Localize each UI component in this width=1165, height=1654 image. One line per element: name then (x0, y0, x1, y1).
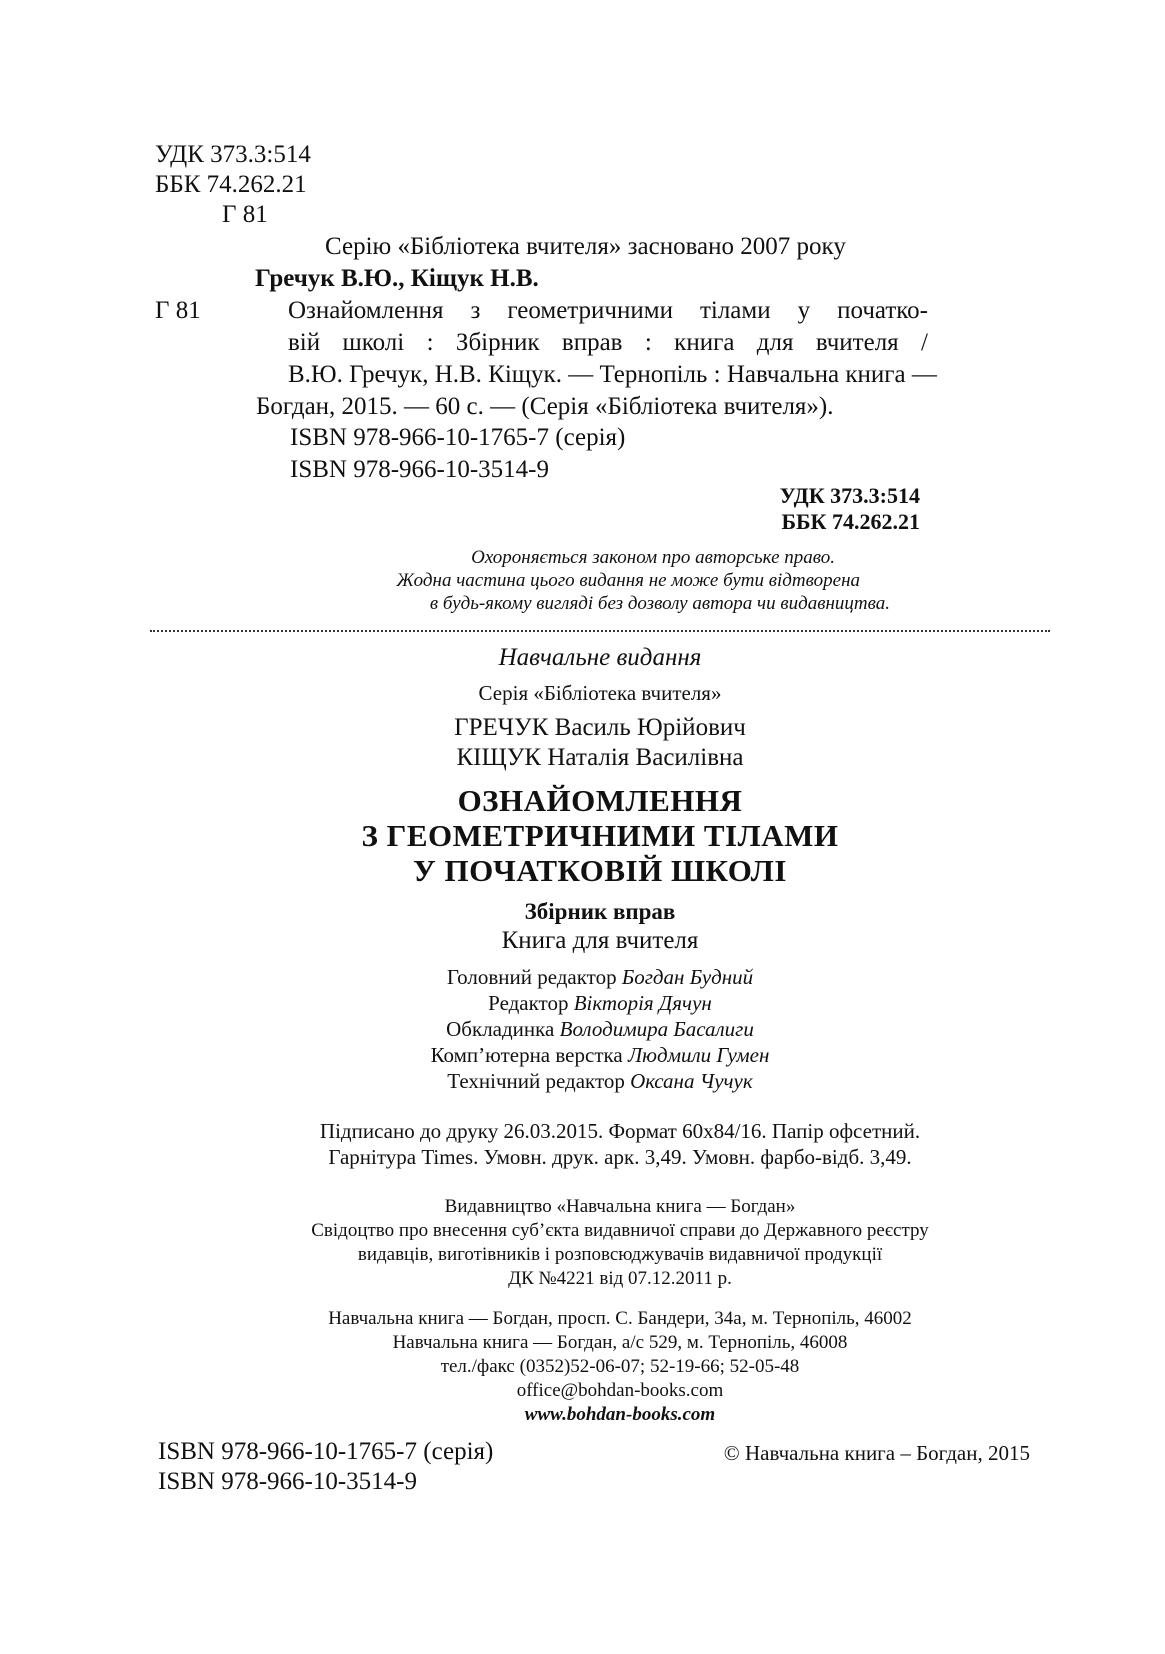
staff-role: Головний редактор (446, 965, 617, 989)
staff-name: Вікторія Дячун (573, 991, 712, 1015)
staff-role: Технічний редактор (447, 1069, 625, 1093)
print-info-line: Підписано до друку 26.03.2015. Формат 60х84/16. Папір офсетний. (319, 1119, 921, 1143)
bibliographic-description (256, 295, 937, 423)
staff-entry (150, 1068, 1050, 1094)
book-type: Книга для вчителя (501, 927, 699, 954)
staff-name: Людмили Гумен (627, 1043, 770, 1067)
book-title-line: ОЗНАЙОМЛЕННЯ (457, 783, 743, 818)
staff-entry (150, 964, 1050, 990)
description-line: Ознайомлення з геометричними тілами у початко- (288, 297, 928, 324)
footer-isbn: ISBN 978-966-10-3514-9 (158, 1468, 418, 1495)
annotation-code: Г 81 (155, 297, 201, 324)
description-line: В.Ю. Гречук, Н.В. Кіщук. — Тернопіль : Навчальна книга — (288, 361, 937, 388)
website: www.bohdan-books.com (524, 1404, 716, 1425)
book-title-line: З ГЕОМЕТРИЧНИМИ ТІЛАМИ (361, 818, 839, 853)
staff-name: Володимира Басалиги (559, 1017, 754, 1041)
staff-list (150, 964, 1050, 1094)
footer-isbn-series: ISBN 978-966-10-1765-7 (серія) (158, 1438, 494, 1465)
copyright-notice (150, 546, 890, 615)
series-name: Серія «Бібліотека вчителя» (478, 681, 722, 705)
copyright-line: © Навчальна книга – Богдан, 2015 (723, 1441, 1030, 1465)
notice-line: Жодна частина цього видання не може бути відтворена (396, 570, 860, 591)
udk-code: УДК 373.3:514 (155, 141, 311, 168)
udk-right: УДК 373.3:514 (779, 483, 920, 508)
description-line: вій школі : Збірник вправ : книга для вчителя / (288, 329, 928, 356)
address-po-box: Навчальна книга — Богдан, а/с 529, м. Тернопіль, 46008 (392, 1332, 848, 1353)
staff-name: Оксана Чучук (630, 1069, 753, 1093)
print-info-line: Гарнітура Times. Умовн. друк. арк. 3,49. Умовн. фарбо-відб. 3,49. (328, 1145, 912, 1169)
staff-name: Богдан Будний (621, 965, 754, 989)
author-full-name: КІЩУК Наталія Василівна (456, 744, 744, 771)
dotted-divider (150, 630, 1050, 632)
publisher-line: ДК №4221 від 07.12.2011 р. (508, 1268, 732, 1289)
author-full-name: ГРЕЧУК Василь Юрійович (454, 714, 746, 741)
staff-role: Редактор (488, 991, 569, 1015)
publisher-line: Свідоцтво про внесення суб’єкта видавничої справи до Державного реєстру (311, 1220, 929, 1241)
address-main: Навчальна книга — Богдан, просп. С. Бандери, 34а, м. Тернопіль, 46002 (328, 1308, 912, 1329)
author-mark: Г 81 (222, 201, 268, 228)
print-info (170, 1118, 1070, 1170)
isbn-series: ISBN 978-966-10-1765-7 (серія) (290, 424, 626, 451)
staff-entry (150, 990, 1050, 1016)
publisher-line: видавців, виготівників і розповсюджувачів видавничої продукції (357, 1244, 883, 1265)
bbk-code: ББК 74.262.21 (155, 171, 307, 198)
authors-heading: Гречук В.Ю., Кіщук Н.В. (255, 265, 539, 292)
phone-fax: тел./факс (0352)52-06-07; 52-19-66; 52-05-48 (440, 1356, 800, 1377)
staff-entry (150, 1042, 1050, 1068)
series-founded-note: Серію «Бібліотека вчителя» засновано 2007 року (325, 233, 846, 260)
imprint (150, 643, 1050, 956)
book-subtitle: Збірник вправ (524, 899, 676, 924)
bbk-right: ББК 74.262.21 (781, 509, 920, 534)
book-title-line: У ПОЧАТКОВІЙ ШКОЛІ (413, 853, 787, 888)
email: office@bohdan-books.com (516, 1380, 724, 1401)
notice-line: в будь-якому вигляді без дозволу автора чи видавництва. (429, 593, 890, 614)
publisher-info (170, 1195, 1070, 1291)
staff-role: Комп’ютерна верстка (430, 1043, 623, 1067)
contacts (170, 1307, 1070, 1427)
description-line: Богдан, 2015. — 60 с. — (Серія «Бібліотека вчителя»). (256, 393, 834, 420)
notice-line: Охороняється законом про авторське право. (471, 547, 835, 568)
isbn: ISBN 978-966-10-3514-9 (290, 456, 550, 483)
edition-type: Навчальне видання (498, 644, 702, 671)
staff-entry (150, 1016, 1050, 1042)
staff-role: Обкладинка (446, 1017, 555, 1041)
publisher-line: Видавництво «Навчальна книга — Богдан» (444, 1196, 796, 1217)
